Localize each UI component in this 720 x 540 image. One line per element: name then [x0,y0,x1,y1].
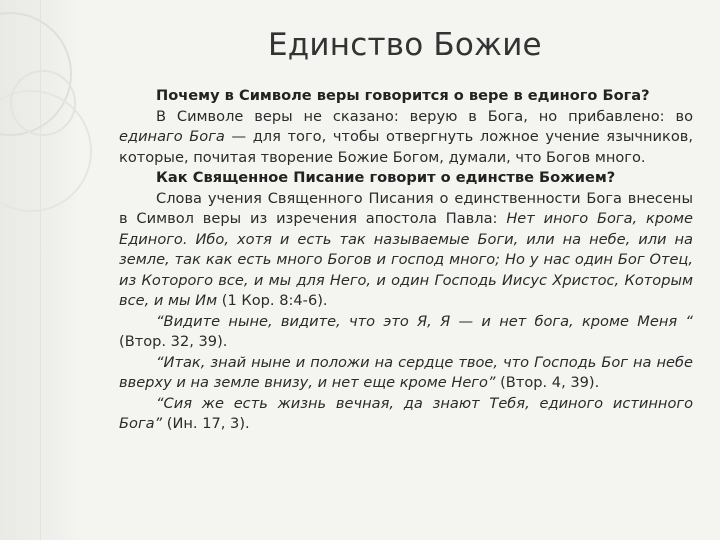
scripture-quote: “Видите ныне, видите, что это Я, Я — и нет бога, кроме Меня “ [156,312,693,330]
quote-1 [119,312,693,353]
decorative-circle [10,70,76,136]
answer-2 [119,189,693,312]
quote-3 [119,394,693,435]
question-2: Как Священное Писание говорит о единстве Божием? [156,169,616,186]
slide-title: Единство Божие [268,27,542,63]
scripture-reference: (Втор. 32, 39). [119,333,228,350]
answer-1 [119,107,693,169]
answer-1-emphasis: единаго Бога [119,128,225,145]
scripture-reference: (Втор. 4, 39). [495,374,600,391]
scripture-quote-paul: Нет иного Бога, кроме Единого. Ибо, хотя и есть так называемые Боги, или на небе, или на земле, так как есть много Богов и господ много; Но у нас один Бог Отец, из Которого все, и мы для Него, и один Господь Иисус Христос, Которым все, и мы Им [119,210,693,309]
scripture-quote: “Сия же есть жизнь вечная, да знают Тебя, единого истинного Бога” [119,394,693,432]
scripture-reference: (Ин. 17, 3). [162,415,250,432]
slide-body [119,86,693,435]
scripture-quote: “Итак, знай ныне и положи на сердце твое, что Господь Бог на небе вверху и на земле внизу, и нет еще кроме Него” [119,353,693,391]
quote-2 [119,353,693,394]
question-1: Почему в Символе веры говорится о вере в единого Бога? [156,87,650,104]
answer-1-text: В Символе веры не сказано: верую в Бога, но прибавлено: во [156,107,693,125]
answer-1-text-cont: — для того, чтобы отвергнуть ложное учение язычников, которые, почитая творение Божие Богом, думали, что Богов много. [119,128,693,166]
scripture-reference: (1 Кор. 8:4-6). [217,292,328,309]
answer-2-text: Слова учения Священного Писания о единственности Бога внесены в Символ веры из изречения апостола Павла: [119,189,693,227]
